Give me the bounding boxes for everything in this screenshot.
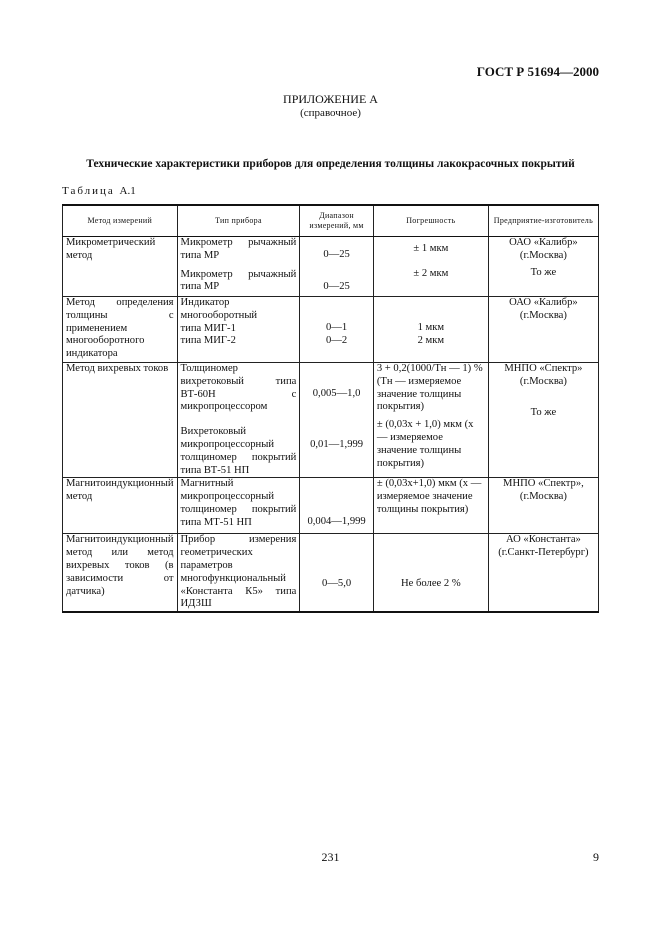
cell-maker <box>488 363 598 478</box>
range-value: 0—2 <box>326 334 348 346</box>
col-header-error: Погрешность <box>373 205 488 237</box>
device-name: Индикатор многооборотный <box>180 297 258 321</box>
table-row <box>63 237 599 297</box>
cell-range <box>300 297 374 363</box>
range-value: 0,01—1,999 <box>310 438 364 450</box>
cell-error <box>373 363 488 478</box>
cell-error: ± (0,03x+1,0) мкм (x — измеряемое значение толщины покрытия) <box>373 478 488 534</box>
error-value: 2 мкм <box>417 334 445 346</box>
device-name: Микрометр рычажный типа МР <box>180 237 297 261</box>
error-value: 1 мкм <box>417 322 445 333</box>
table-header-row <box>63 205 599 237</box>
device-name: Микрометр рычажный типа МР <box>180 268 297 293</box>
maker-note: То же <box>530 266 557 278</box>
device-name: типа МИГ-2 <box>180 335 236 347</box>
cell-error <box>373 237 488 297</box>
error-value: ± 1 мкм <box>413 243 449 254</box>
cell-method: Магнитоиндукционный метод или метод вихревых токов (в зависимости от датчика) <box>63 534 178 612</box>
cell-device <box>177 297 300 363</box>
cell-device <box>177 237 300 297</box>
table-row <box>63 534 599 612</box>
page-title: Технические характеристики приборов для определения толщины лакокрасочных покрытий <box>86 158 575 170</box>
table-label-number: А.1 <box>119 185 136 197</box>
document-code: ГОСТ Р 51694—2000 <box>476 64 599 79</box>
range-value: 0—25 <box>323 280 350 292</box>
cell-range <box>300 478 374 534</box>
table-row <box>63 297 599 363</box>
cell-method: Метод вихревых токов <box>63 363 178 478</box>
cell-maker: ОАО «Калибр» (г.Москва) <box>488 297 598 363</box>
cell-method: Метод определения толщины с применением многооборотного индикатора <box>63 297 178 363</box>
range-value: 0—1 <box>326 322 348 333</box>
range-value: 0—25 <box>323 249 350 260</box>
range-value: 0,004—1,999 <box>307 516 366 528</box>
device-name: Вихретоковый микропроцессорный толщиномер покрытий типа ВТ-51 НП <box>180 426 297 476</box>
col-header-maker: Предприятие-изготовитель <box>488 205 598 237</box>
cell-device: Прибор измерения геометрических параметров многофункциональный «Константа К5» типа ИДЗШ <box>177 534 300 612</box>
range-value: 0—5,0 <box>322 578 352 590</box>
col-header-range: Диапазон измерений, мм <box>300 205 374 237</box>
table-label-word: Таблица <box>62 185 115 197</box>
cell-method: Микрометрический метод <box>63 237 178 297</box>
cell-range <box>300 534 374 612</box>
table-row <box>63 478 599 534</box>
maker-name: МНПО «Спектр» (г.Москва) <box>504 363 583 387</box>
error-value: ± (0,03x + 1,0) мкм (x — измеряемое значение толщины покрытия) <box>376 419 474 469</box>
cell-method: Магнитоиндукционный метод <box>63 478 178 534</box>
range-value: 0,005—1,0 <box>312 388 361 399</box>
col-header-device: Тип прибора <box>177 205 300 237</box>
error-value: ± 2 мкм <box>413 267 449 279</box>
device-name: Толщиномер вихретоковый типа ВТ-60Н с микропроцессором <box>180 363 297 413</box>
cell-error <box>373 297 488 363</box>
cell-maker <box>488 237 598 297</box>
cell-device <box>177 363 300 478</box>
cell-maker: МНПО «Спектр», (г.Москва) <box>488 478 598 534</box>
maker-note: То же <box>530 406 557 418</box>
page-number-right: 9 <box>593 850 599 864</box>
appendix-subtitle: (справочное) <box>300 107 361 119</box>
table-label <box>62 185 136 197</box>
appendix-title: ПРИЛОЖЕНИЕ А <box>283 92 378 106</box>
error-value: Не более 2 % <box>401 578 461 590</box>
page-number-center: 231 <box>321 850 340 864</box>
col-header-method: Метод измерений <box>63 205 178 237</box>
characteristics-table <box>62 204 599 613</box>
cell-range <box>300 363 374 478</box>
table-row <box>63 363 599 478</box>
cell-device: Магнитный микропроцессорный толщиномер покрытий типа МТ-51 НП <box>177 478 300 534</box>
error-value: 3 + 0,2(1000/Tн — 1) % (Tн — измеряемое значение толщины покрытия) <box>376 363 483 413</box>
cell-maker: АО «Константа» (г.Санкт-Петербург) <box>488 534 598 612</box>
device-name: типа МИГ-1 <box>180 322 236 334</box>
maker-name: ОАО «Калибр» (г.Москва) <box>509 237 578 261</box>
cell-range <box>300 237 374 297</box>
cell-error <box>373 534 488 612</box>
